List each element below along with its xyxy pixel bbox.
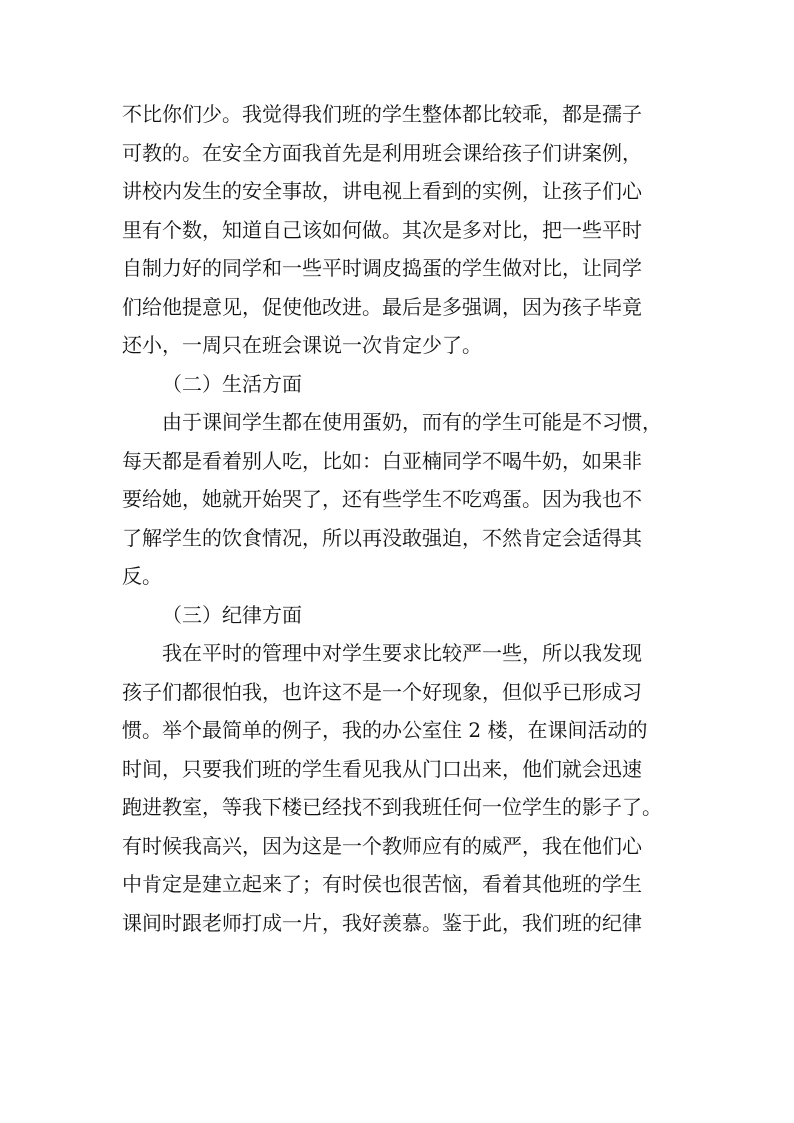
paragraph-line: 惯。举个最简单的例子，我的办公室住 2 楼，在课间活动的	[122, 718, 648, 742]
paragraph-line: 们给他提意见，促使他改进。最后是多强调，因为孩子毕竟	[122, 294, 642, 319]
paragraph-line: 跑进教室，等我下楼已经找不到我班任何一位学生的影子了。	[122, 795, 662, 819]
paragraph-line: 我在平时的管理中对学生要求比较严一些，所以我发现	[162, 641, 642, 665]
paragraph-line: 还小，一周只在班会课说一次肯定少了。	[122, 333, 482, 357]
paragraph-line: 要给她，她就开始哭了，还有些学生不吃鸡蛋。因为我也不	[122, 487, 642, 511]
paragraph-line: 由于课间学生都在使用蛋奶，而有的学生可能是不习惯，	[162, 410, 662, 434]
paragraph-line: 不比你们少。我觉得我们班的学生整体都比较乖，都是孺子	[122, 102, 642, 126]
paragraph-line: 里有个数，知道自己该如何做。其次是多对比，把一些平时	[122, 217, 642, 242]
section-heading-life: （二）生活方面	[162, 371, 302, 396]
section-heading-discipline: （三）纪律方面	[162, 602, 302, 627]
paragraph-line: 时间，只要我们班的学生看见我从门口出来，他们就会迅速	[122, 756, 642, 781]
body-text	[122, 95, 682, 942]
paragraph-line: 孩子们都很怕我，也许这不是一个好现象，但似乎已形成习	[122, 679, 642, 704]
paragraph-line: 课间时跟老师打成一片，我好羡慕。鉴于此，我们班的纪律	[122, 910, 642, 935]
paragraph-line: 反。	[122, 564, 162, 588]
paragraph-line: 有时候我高兴，因为这是一个教师应有的威严，我在他们心	[122, 833, 642, 858]
paragraph-line: 中肯定是建立起来了；有时侯也很苦恼，看着其他班的学生	[122, 872, 642, 896]
paragraph-line: 了解学生的饮食情况，所以再没敢强迫，不然肯定会适得其	[122, 525, 642, 550]
paragraph-line: 讲校内发生的安全事故，讲电视上看到的实例，让孩子们心	[122, 179, 642, 203]
paragraph-line: 可教的。在安全方面我首先是利用班会课给孩子们讲案例，	[122, 140, 642, 165]
paragraph-line: 每天都是看着别人吃，比如：白亚楠同学不喝牛奶，如果非	[122, 448, 642, 473]
paragraph-line: 自制力好的同学和一些平时调皮捣蛋的学生做对比，让同学	[122, 256, 642, 280]
